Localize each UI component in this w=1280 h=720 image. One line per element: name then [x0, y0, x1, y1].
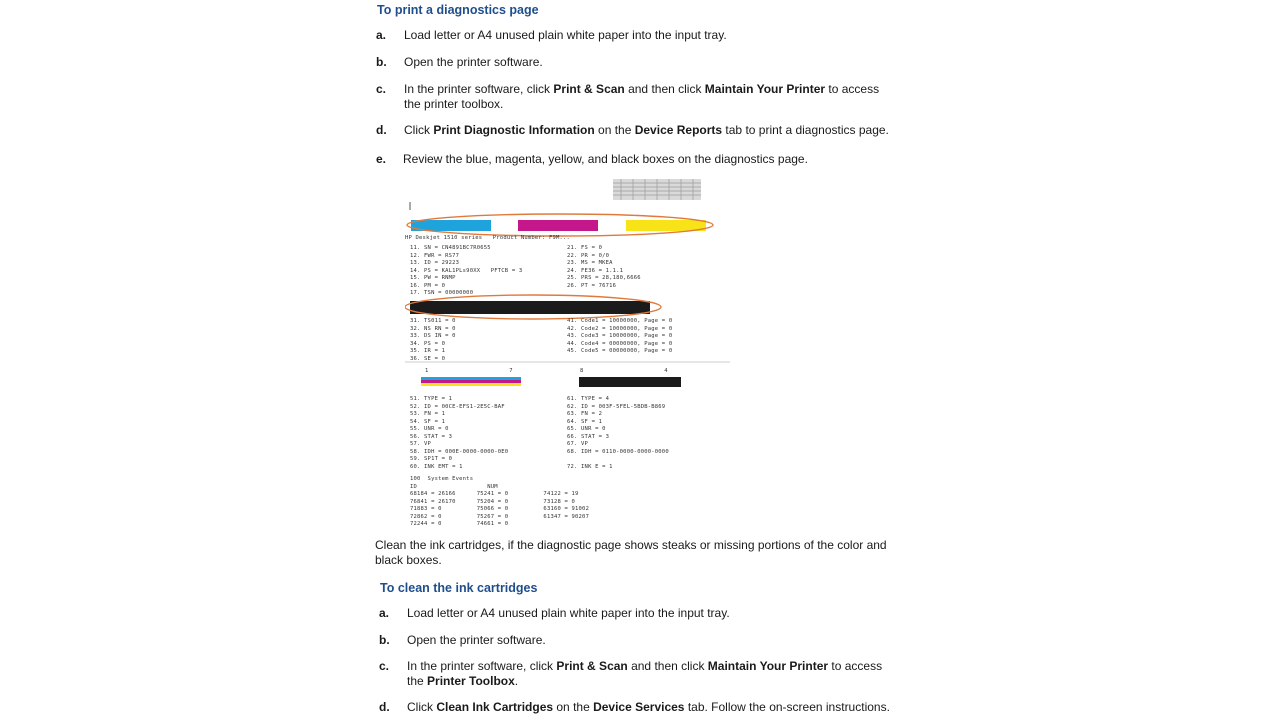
magenta-test-box [518, 220, 598, 231]
step-text: In the printer software, click Print & Scan and then click Maintain Your Printer to access the Printer Toolbox. [407, 659, 883, 688]
step-letter: e. [376, 152, 387, 166]
step-text: Open the printer software. [404, 55, 543, 69]
ui-term-printer-toolbox: Printer Toolbox [427, 674, 515, 688]
ui-term-device-services: Device Services [593, 700, 685, 714]
step-1a [376, 28, 916, 43]
step-text: In the printer software, click Print & Scan and then click Maintain Your Printer to access the printer toolbox. [404, 82, 880, 111]
ui-term-print-diagnostic-info: Print Diagnostic Information [433, 123, 595, 137]
ui-term-clean-ink-cartridges: Clean Ink Cartridges [436, 700, 554, 714]
step-text: Click Clean Ink Cartridges on the Device Services tab. Follow the on-screen instructions. [407, 700, 890, 714]
black-cartridge-bar [579, 377, 681, 387]
diagnostic-report-text: 11. SN = CN4891BC7R0655 12. FWR = RS77 13. ID = 29223 14. PS = KAL1PLs90XX PFTCB = 3 15. PW = RNMP 16. PM = 0 17. TSN = 00000000 [410, 245, 523, 296]
black-test-box [410, 301, 650, 314]
diagnostic-report-text: 21. FS = 0 22. PR = 0/0 23. MS = MKEA 24. FE36 = 1.1.1 25. PRS = 28,180,6666 26. PT = 76716 [567, 245, 641, 289]
step-2a [379, 606, 919, 621]
ui-term-print-scan: Print & Scan [556, 659, 628, 673]
step-text: Load letter or A4 unused plain white paper into the input tray. [407, 606, 730, 620]
step-letter: c. [376, 82, 387, 96]
diagnostic-report-text: 1 7 [425, 368, 513, 374]
step-text: Click Print Diagnostic Information on the Device Reports tab to print a diagnostics page. [404, 123, 889, 137]
step-text: Review the blue, magenta, yellow, and black boxes on the diagnostics page. [403, 152, 808, 166]
step-letter: a. [379, 606, 390, 620]
diagnostics-page-image [405, 176, 735, 532]
step-letter: b. [379, 633, 390, 647]
clean-cartridges-note: Clean the ink cartridges, if the diagnostic page shows steaks or missing portions of the color and black boxes. [375, 538, 887, 567]
section-heading-print-diagnostics: To print a diagnostics page [377, 3, 539, 17]
tricolor-cartridge-bar [421, 377, 521, 386]
step-1b [376, 55, 916, 70]
step-1e [376, 152, 896, 167]
step-letter: d. [376, 123, 387, 137]
diagnostic-pattern-block [613, 179, 701, 200]
ui-term-maintain-printer: Maintain Your Printer [704, 82, 826, 96]
step-2d [379, 700, 899, 715]
step-text: Open the printer software. [407, 633, 546, 647]
step-letter: c. [379, 659, 390, 673]
diagnostic-report-text: 100 System Events ID NUM 68184 = 26166 75241 = 0 74122 = 19 76841 = 26170 75204 = 0 73128 = 0 71883 = 0 75066 = 0 63160 = 91002 72862 = 0 75267 = 0 61347 = 90207 72244 = 0 74661 = 0 [410, 476, 590, 527]
step-1c [376, 82, 896, 112]
yellow-test-box [626, 220, 706, 231]
step-letter: d. [379, 700, 390, 714]
diagnostic-report-text: 41. Code1 = 10000000, Page = 0 42. Code2 = 10000000, Page = 0 43. Code3 = 10000000, Page = 0 44. Code4 = 00000000, Page = 0 45. Code5 = 00000000, Page = 0 [567, 318, 673, 354]
step-text: Load letter or A4 unused plain white paper into the input tray. [404, 28, 727, 42]
ui-term-print-scan: Print & Scan [553, 82, 625, 96]
diagnostic-report-header: HP Deskjet 1510 series Product Number: F9M... [405, 235, 571, 241]
diagnostic-report-text: 51. TYPE = 1 52. ID = 00CE-EFS1-2E5C-BAF 53. FN = 1 54. SF = 1 55. UNR = 0 56. STAT = 3 57. VP 58. IDH = 000E-0000-0000-0E0 59. SP1T = 0 60. INK EMT = 1 [410, 396, 509, 470]
step-2b [379, 633, 919, 648]
diagnostic-report-text: 31. TS011 = 0 32. NS RN = 0 33. DS IN = 0 34. PS = 0 35. IR = 1 36. SE = 0 [410, 318, 456, 362]
diagnostic-report-text: 8 4 [580, 368, 668, 374]
step-2c [379, 659, 899, 689]
section-heading-clean-cartridges: To clean the ink cartridges [380, 581, 538, 595]
ui-term-device-reports: Device Reports [634, 123, 723, 137]
step-1d [376, 123, 896, 138]
diagnostic-report-text: 61. TYPE = 4 62. ID = 003F-5FEL-5BDB-B869 63. FN = 2 64. SF = 1 65. UNR = 0 66. STAT = 3 67. VP 68. IDH = 0110-0000-0000-0000 72. INK E = 1 [567, 396, 669, 470]
step-letter: b. [376, 55, 387, 69]
step-letter: a. [376, 28, 387, 42]
ui-term-maintain-printer: Maintain Your Printer [707, 659, 829, 673]
